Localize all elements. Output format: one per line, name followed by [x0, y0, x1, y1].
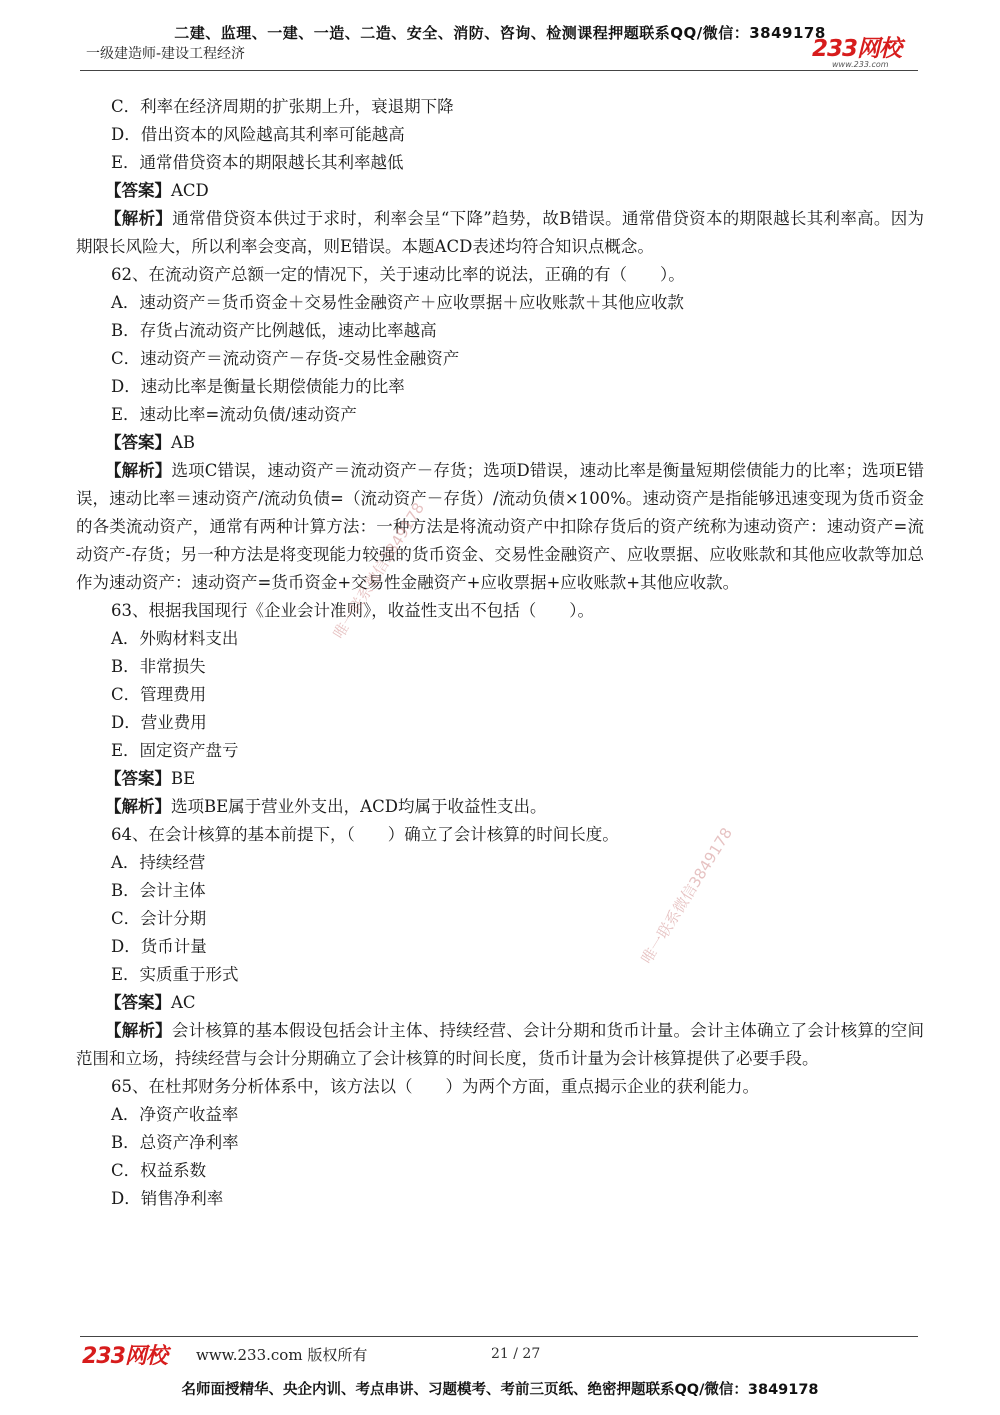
watermark-text: 唯一联系微信3849178: [329, 499, 429, 643]
analysis-tag: 【解析】: [105, 797, 171, 816]
answer-tag: 【答案】: [105, 769, 171, 788]
q62-stem: 62、在流动资产总额一定的情况下，关于速动比率的说法，正确的有（ ）。: [111, 265, 685, 284]
footer-contact-text: 名师面授精华、央企内训、考点串讲、习题模考、考前三页纸、绝密押题联系QQ/微信：3849178: [181, 1382, 819, 1398]
document-body: [76, 93, 924, 1213]
q61-option-c: C．利率在经济周期的扩张期上升，衰退期下降: [111, 97, 454, 116]
analysis-text: 会计核算的基本假设包括会计主体、持续经营、会计分期和货币计量。会计主体确立了会计核算的空间范围和立场，持续经营与会计分期确立了会计核算的时间长度，货币计量为会计核算提供了必要手段。: [76, 1021, 924, 1068]
q63-analysis: [76, 793, 924, 821]
q65-stem: 65、在杜邦财务分析体系中，该方法以（ ）为两个方面，重点揭示企业的获利能力。: [111, 1077, 759, 1096]
q64-option-b: B．会计主体: [111, 881, 206, 900]
q64-answer: [76, 989, 924, 1017]
answer-tag: 【答案】: [105, 993, 171, 1012]
q65-option-d: D．销售净利率: [111, 1189, 224, 1208]
q62-option-a: A．速动资产＝货币资金＋交易性金融资产＋应收票据＋应收账款＋其他应收款: [111, 293, 684, 312]
answer-value: ACD: [171, 181, 209, 200]
q61-option-e: E．通常借贷资本的期限越长其利率越低: [111, 153, 404, 172]
answer-value: AC: [171, 993, 196, 1012]
answer-tag: 【答案】: [105, 181, 171, 200]
analysis-text: 通常借贷资本供过于求时，利率会呈“下降”趋势，故B错误。通常借贷资本的期限越长其利率高。因为期限长风险大，所以利率会变高，则E错误。本题ACD表述均符合知识点概念。: [76, 209, 924, 256]
footer-copyright: www.233.com 版权所有: [196, 1346, 368, 1364]
q65-option-c: C．权益系数: [111, 1161, 207, 1180]
q61-option-d: D．借出资本的风险越高其利率可能越高: [111, 125, 405, 144]
q64-option-c: C．会计分期: [111, 909, 207, 928]
watermark-text: 唯一联系微信3849178: [637, 824, 737, 968]
q64-option-e: E．实质重于形式: [111, 965, 239, 984]
q62-option-e: E．速动比率=流动负债/速动资产: [111, 405, 357, 424]
q65-option-b: B．总资产净利率: [111, 1133, 239, 1152]
footer-logo: 233网校: [82, 1344, 167, 1369]
answer-value: AB: [171, 433, 196, 452]
footer-divider: [80, 1336, 918, 1337]
analysis-text: 选项C错误，速动资产＝流动资产－存货；选项D错误，速动比率是衡量短期偿债能力的比率；选项E错误，速动比率＝速动资产/流动负债=（流动资产－存货）/流动负债×100%。速动资产是指能够迅速变现为货币资金的各类流动资产，通常有两种计算方法：一种方法是将流动资产中扣除存货后的资产统称为速动资产：速动资产=流动资产-存货；另一种方法是将变现能力较强的货币资金、交易性金融资产、应收票据、应收账款和其他应收款等加总作为速动资产：速动资产=货币资金+交易性金融资产+应收票据+应收账款+其他应收款。: [76, 461, 925, 592]
q63-option-e: E．固定资产盘亏: [111, 741, 239, 760]
q63-option-d: D．营业费用: [111, 713, 207, 732]
q63-option-b: B．非常损失: [111, 657, 206, 676]
q64-option-a: A．持续经营: [111, 853, 206, 872]
q62-answer: [76, 429, 924, 457]
q61-answer: [76, 177, 924, 205]
q64-stem: 64、在会计核算的基本前提下，（ ）确立了会计核算的时间长度。: [111, 825, 619, 844]
q63-option-c: C．管理费用: [111, 685, 207, 704]
analysis-text: 选项BE属于营业外支出，ACD均属于收益性支出。: [171, 797, 547, 816]
q62-option-d: D．速动比率是衡量长期偿债能力的比率: [111, 377, 405, 396]
logo-text: 233网校: [812, 36, 902, 62]
q62-analysis: [76, 457, 924, 597]
q63-option-a: A．外购材料支出: [111, 629, 239, 648]
analysis-tag: 【解析】: [105, 461, 172, 480]
header-divider: [80, 70, 918, 71]
q64-option-d: D．货币计量: [111, 937, 207, 956]
answer-tag: 【答案】: [105, 433, 171, 452]
q62-option-b: B．存货占流动资产比例越低，速动比率越高: [111, 321, 437, 340]
brand-logo: [812, 30, 901, 69]
q61-analysis: [76, 205, 924, 261]
analysis-tag: 【解析】: [105, 209, 173, 228]
logo-url: www.233.com: [832, 60, 889, 69]
analysis-tag: 【解析】: [105, 1021, 172, 1040]
q62-option-c: C．速动资产＝流动资产－存货-交易性金融资产: [111, 349, 460, 368]
q65-option-a: A．净资产收益率: [111, 1105, 239, 1124]
header-contact-text: 二建、监理、一建、一造、二造、安全、消防、咨询、检测课程押题联系QQ/微信：3849178: [174, 24, 826, 42]
q63-answer: [76, 765, 924, 793]
page-number: 21 / 27: [491, 1346, 541, 1362]
q63-stem: 63、根据我国现行《企业会计准则》，收益性支出不包括（ ）。: [111, 601, 594, 620]
q64-analysis: [76, 1017, 924, 1073]
document-subtitle: 一级建造师-建设工程经济: [86, 46, 246, 62]
answer-value: BE: [171, 769, 196, 788]
